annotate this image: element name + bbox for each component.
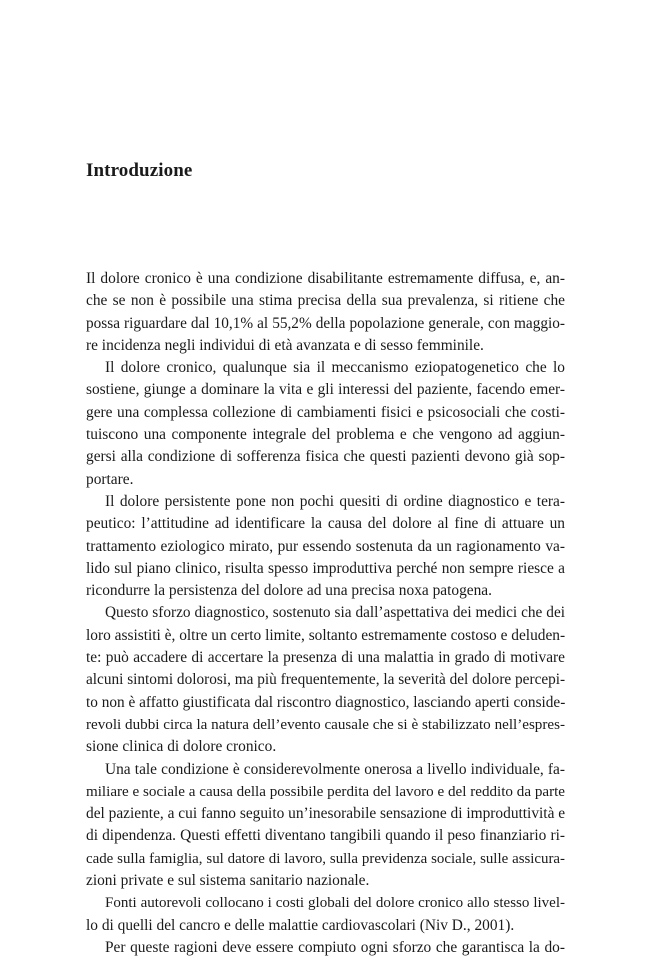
text-line: alcuni sintomi dolorosi, ma più frequentemente, la severità del dolore percepi- xyxy=(86,671,566,689)
text-line: to non è affatto giustificata dal riscontro diagnostico, lasciando aperti conside- xyxy=(86,693,566,711)
text-line: loro assistiti è, oltre un certo limite, soltanto estremamente costoso e deluden- xyxy=(86,626,566,644)
text-line: Il dolore cronico, qualunque sia il meccanismo eziopatogenetico che lo xyxy=(105,359,565,377)
text-line: possa riguardare dal 10,1% al 55,2% della popolazione generale, con maggio- xyxy=(86,314,565,332)
text-line: gersi alla condizione di sofferenza fisica che questi pazienti devono già sop- xyxy=(86,448,565,466)
text-line: re incidenza negli individui di età avanzata e di sesso femminile. xyxy=(86,336,484,354)
text-line: tuiscono una componente integrale del problema e che vengono ad aggiun- xyxy=(86,426,565,444)
text-line: sostiene, giunge a dominare la vita e gli interessi del paziente, facendo emer- xyxy=(86,381,565,399)
text-line: te: può accadere di accertare la presenza di una malattia in grado di motivare xyxy=(86,649,565,667)
text-line: lido sul piano clinico, risulta spesso improduttiva perché non sempre riesce a xyxy=(86,559,565,577)
text-line: Il dolore cronico è una condizione disabilitante estremamente diffusa, e, an- xyxy=(86,270,565,287)
text-line: Fonti autorevoli collocano i costi globali del dolore cronico allo stesso livel- xyxy=(105,895,565,912)
text-line: Una tale condizione è considerevolmente onerosa a livello individuale, fa- xyxy=(105,760,565,778)
chapter-title: Introduzione xyxy=(86,160,193,181)
text-line: trattamento eziologico mirato, pur essendo sostenuta da un ragionamento va- xyxy=(86,537,565,555)
text-line: del paziente, a cui fanno seguito un’inesorabile sensazione di improduttività e xyxy=(86,805,566,823)
text-line: gere una complessa collezione di cambiamenti fisici e psicosociali che costi- xyxy=(86,403,565,421)
text-line: Il dolore persistente pone non pochi quesiti di ordine diagnostico e tera- xyxy=(105,492,565,510)
text-line: ricondurre la persistenza del dolore ad una precisa noxa patogena. xyxy=(86,582,492,600)
text-line: di dipendenza. Questi effetti diventano tangibili quando il peso finanziario ri- xyxy=(86,827,565,845)
text-line: zioni private e sul sistema sanitario nazionale. xyxy=(86,872,370,890)
text-line: portare. xyxy=(86,470,134,488)
text-line: Questo sforzo diagnostico, sostenuto sia dall’aspettativa dei medici che dei xyxy=(105,604,565,622)
text-line: che se non è possibile una stima precisa della sua prevalenza, si ritiene che xyxy=(86,292,565,310)
text-line: sione clinica di dolore cronico. xyxy=(86,738,277,756)
text-line: miliare e sociale a causa della possibile perdita del lavoro e del reddito da parte xyxy=(86,783,565,800)
text-line: Per queste ragioni deve essere compiuto ogni sforzo che garantisca la do- xyxy=(105,938,565,956)
text-line: revoli dubbi circa la natura dell’evento causale che si è stabilizzato nell’espres- xyxy=(86,716,565,733)
body-text xyxy=(86,268,565,959)
text-line: peutico: l’attitudine ad identificare la causa del dolore al fine di attuare un xyxy=(86,515,565,533)
text-line: lo di quelli del cancro e delle malattie cardiovascolari (Niv D., 2001). xyxy=(86,916,515,934)
text-line: cade sulla famiglia, sul datore di lavoro, sulla previdenza sociale, sulle assicura- xyxy=(86,850,565,867)
